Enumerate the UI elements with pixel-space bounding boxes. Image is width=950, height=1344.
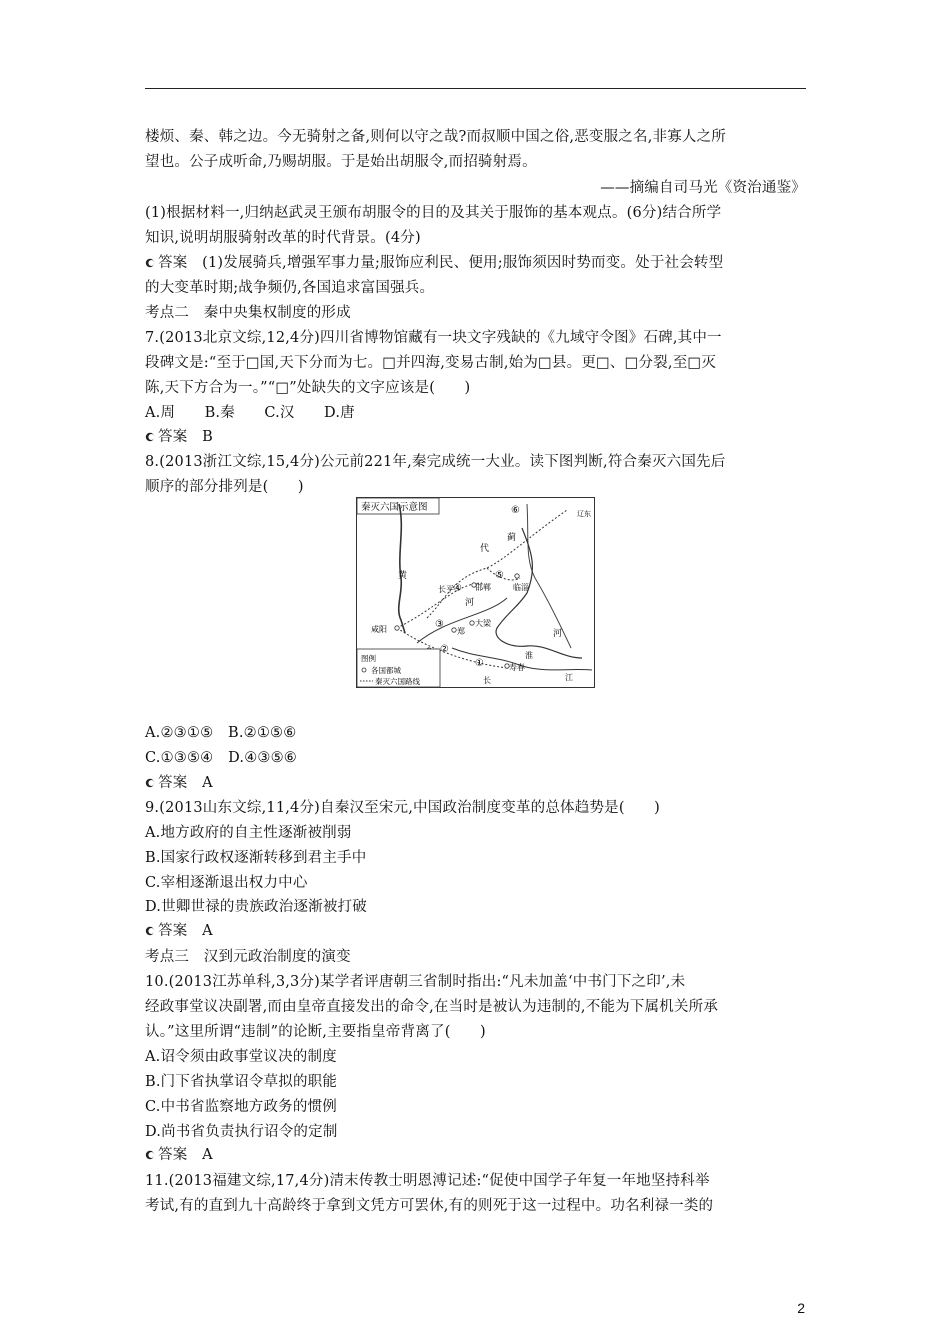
map-title: 秦灭六国示意图 bbox=[361, 502, 428, 513]
answer-8: 答案 A bbox=[145, 773, 213, 793]
options-8: C.①③⑤④ D.④③⑤⑥ bbox=[145, 750, 297, 766]
page-number: 2 bbox=[797, 1300, 805, 1316]
question-10: 认。”这里所谓“违制”的论断,主要指皇帝背离了( ) bbox=[145, 1024, 486, 1040]
options-7: A.周 B.秦 C.汉 D.唐 bbox=[145, 405, 355, 421]
section-heading: 考点三 汉到元政治制度的演变 bbox=[145, 949, 351, 965]
answer-marker-icon bbox=[145, 432, 155, 442]
header-rule bbox=[145, 88, 806, 89]
river-huang bbox=[399, 504, 405, 633]
option-9b: B.国家行政权逐渐转移到君主手中 bbox=[145, 850, 367, 866]
option-9d: D.世卿世禄的贵族政治逐渐被打破 bbox=[145, 899, 367, 915]
question-10: 经政事堂议决副署,而由皇帝直接发出的命令,在当时是被认为违制的,不能为下属机关所承 bbox=[145, 999, 719, 1015]
marker-3: ③ bbox=[435, 619, 444, 630]
marker-6: ⑥ bbox=[511, 505, 520, 516]
option-10c: C.中书省监察地方政务的惯例 bbox=[145, 1099, 337, 1115]
label-chang: 长 bbox=[483, 676, 491, 685]
answer-9: 答案 A bbox=[145, 921, 213, 941]
label-handan: 邯郸 bbox=[475, 583, 491, 592]
answer-line: 的大变革时期;战争频仍,各国追求富国强兵。 bbox=[145, 280, 435, 296]
question-9: 9.(2013山东文综,11,4分)自秦汉至宋元,中国政治制度变革的总体趋势是( ) bbox=[145, 800, 660, 816]
label-he: 河 bbox=[465, 598, 475, 608]
label-zheng: 郑 bbox=[457, 627, 465, 636]
label-ji: 蓟 bbox=[507, 533, 517, 543]
label-jiang: 江 bbox=[565, 673, 573, 682]
coastline bbox=[496, 528, 582, 658]
label-liaodong: 辽东 bbox=[577, 510, 591, 518]
question-line: (1)根据材料一,归纳赵武灵王颁布胡服令的目的及其关于服饰的基本观点。(6分)结合所学 bbox=[145, 205, 722, 221]
option-10a: A.诏令须由政事堂议决的制度 bbox=[145, 1049, 337, 1065]
label-changping: 长平 bbox=[438, 585, 454, 594]
options-8: A.②③①⑤ B.②①⑤⑥ bbox=[145, 725, 297, 741]
label-huai: 淮 bbox=[525, 651, 533, 660]
label-xianyang: 咸阳 bbox=[371, 625, 387, 634]
answer-marker-icon bbox=[145, 926, 155, 936]
answer-10: 答案 A bbox=[145, 1145, 213, 1165]
passage-line-2: 望也。公子成听命,乃赐胡服。于是始出胡服令,而招骑射焉。 bbox=[145, 154, 537, 170]
answer-marker-icon bbox=[145, 778, 155, 788]
question-line: 知识,说明胡服骑射改革的时代背景。(4分) bbox=[145, 230, 421, 246]
answer-marker-icon bbox=[145, 258, 155, 268]
option-9c: C.宰相逐渐退出权力中心 bbox=[145, 875, 308, 891]
marker-2: ② bbox=[440, 644, 449, 655]
legend-capital: 各国都城 bbox=[371, 666, 401, 675]
question-11: 考试,有的直到九十高龄终于拿到文凭方可罢休,有的则死于这一过程中。功名利禄一类的 bbox=[145, 1198, 714, 1214]
label-linzi: 临淄 bbox=[513, 583, 529, 592]
marker-1: ① bbox=[475, 658, 484, 669]
answer-marker-icon bbox=[145, 1150, 155, 1160]
label-huang: 黄 bbox=[398, 571, 408, 581]
marker-4: ④ bbox=[453, 583, 462, 594]
question-8: 顺序的部分排列是( ) bbox=[145, 479, 304, 495]
qin-conquest-map bbox=[356, 497, 595, 688]
option-10b: B.门下省执掌诏令草拟的职能 bbox=[145, 1074, 338, 1090]
question-11: 11.(2013福建文综,17,4分)清末传教士明恩溥记述:“促使中国学子年复一年地坚持科举 bbox=[145, 1173, 710, 1189]
passage-source: ——摘编自司马光《资治通鉴》 bbox=[600, 180, 806, 196]
question-7: 7.(2013北京文综,12,4分)四川省博物馆藏有一块文字残缺的《九域守令图》石碑,其中一 bbox=[145, 330, 722, 346]
legend-title: 图例 bbox=[361, 654, 376, 663]
option-9a: A.地方政府的自主性逐渐被削弱 bbox=[145, 825, 352, 841]
label-he2: 河 bbox=[553, 629, 563, 639]
marker-5: ⑤ bbox=[495, 570, 504, 581]
question-7: 陈,天下方合为一。”“□”处缺失的文字应该是( ) bbox=[145, 380, 471, 396]
question-10: 10.(2013江苏单科,3,3分)某学者评唐朝三省制时指出:“凡未加盖‘中书门下之印’,未 bbox=[145, 974, 686, 990]
conquest-route bbox=[427, 510, 567, 618]
answer-line: 答案 (1)发展骑兵,增强军事力量;服饰应利民、便用;服饰须因时势而变。处于社会转型 bbox=[145, 253, 723, 273]
answer-7: 答案 B bbox=[145, 427, 213, 447]
question-7: 段碑文是:“至于□国,天下分而为七。□并四海,变易古制,始为□县。更□、□分裂,至□灭 bbox=[145, 355, 717, 371]
option-10d: D.尚书省负责执行诏令的定制 bbox=[145, 1124, 338, 1140]
label-shouchun: 寿春 bbox=[509, 663, 525, 672]
legend-route: 秦灭六国路线 bbox=[375, 677, 420, 686]
section-heading: 考点二 秦中央集权制度的形成 bbox=[145, 305, 351, 321]
label-dai: 代 bbox=[480, 544, 490, 554]
passage-line-1: 楼烦、秦、韩之边。今无骑射之备,则何以守之哉?而叔顺中国之俗,恶变服之名,非寡人之所 bbox=[145, 129, 726, 145]
question-8: 8.(2013浙江文综,15,4分)公元前221年,秦完成统一大业。读下图判断,符合秦灭六国先后 bbox=[145, 454, 726, 470]
label-daliang: 大梁 bbox=[475, 619, 491, 628]
